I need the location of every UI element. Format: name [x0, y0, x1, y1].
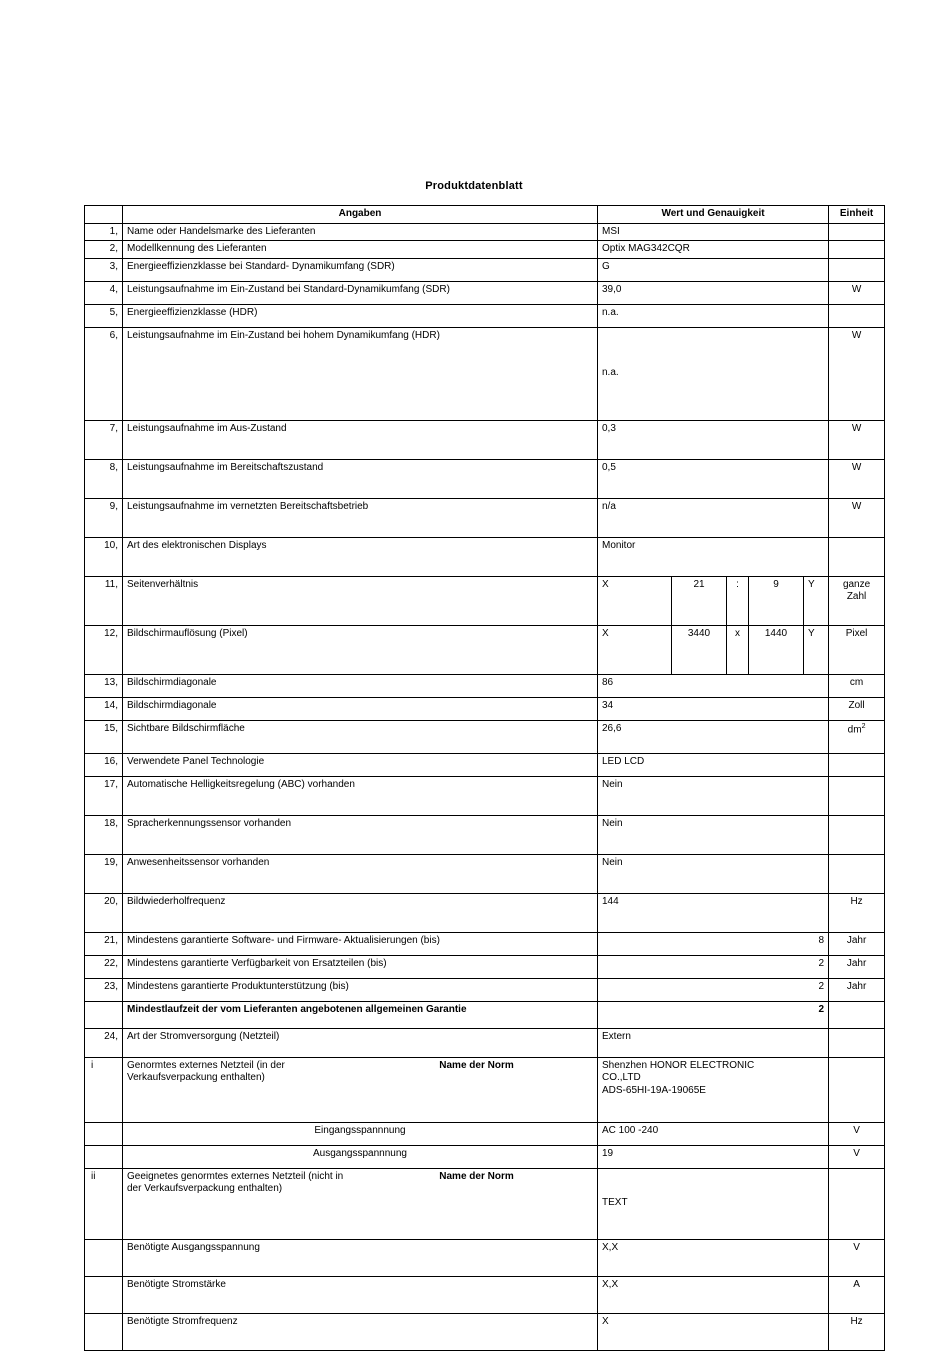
- row-unit: [829, 1057, 885, 1122]
- row-value: 2: [598, 955, 829, 978]
- row-description: Bildschirmauflösung (Pixel): [123, 625, 598, 674]
- row-value: G: [598, 258, 829, 281]
- row-number: 11,: [85, 576, 123, 625]
- row-description: Bildwiederholfrequenz: [123, 893, 598, 932]
- row-description: Art des elektronischen Displays: [123, 537, 598, 576]
- row-unit: Pixel: [829, 625, 885, 674]
- row-value: Nein: [598, 776, 829, 815]
- row-number: 14,: [85, 697, 123, 720]
- row-description: Name oder Handelsmarke des Lieferanten: [123, 223, 598, 241]
- table-row: [85, 753, 885, 776]
- psu-norm-line-2: CO.,LTD: [602, 1072, 641, 1083]
- row-value: 86: [598, 674, 829, 697]
- row-number-empty: [85, 1122, 123, 1145]
- table-row: [85, 932, 885, 955]
- table-row: [85, 327, 885, 420]
- row-unit: [829, 776, 885, 815]
- row-description: Mindestens garantierte Produktunterstützung (bis): [123, 978, 598, 1001]
- required-voltage-label: Benötigte Ausgangsspannung: [123, 1239, 598, 1276]
- table-row-required-voltage: [85, 1239, 885, 1276]
- row-value: 0,5: [598, 459, 829, 498]
- table-row-aspect-ratio: [85, 576, 885, 625]
- row-number: 7,: [85, 420, 123, 459]
- row-description: Modellkennung des Lieferanten: [123, 241, 598, 259]
- row-number: 20,: [85, 893, 123, 932]
- aspect-width-value: 21: [672, 576, 727, 625]
- row-number: i: [85, 1057, 123, 1122]
- row-number: 1,: [85, 223, 123, 241]
- table-row-resolution: [85, 625, 885, 674]
- row-description: Energieeffizienzklasse bei Standard- Dynamikumfang (SDR): [123, 258, 598, 281]
- row-unit: W: [829, 281, 885, 304]
- table-row: [85, 498, 885, 537]
- row-number: [85, 1001, 123, 1028]
- row-unit: [829, 304, 885, 327]
- table-row: [85, 537, 885, 576]
- row-value: MSI: [598, 223, 829, 241]
- aspect-x-label: X: [598, 576, 672, 625]
- resolution-separator: x: [727, 625, 749, 674]
- row-number: 5,: [85, 304, 123, 327]
- row-number-empty: [85, 1313, 123, 1350]
- row-description: Mindestlaufzeit der vom Lieferanten angebotenen allgemeinen Garantie: [123, 1001, 598, 1028]
- row-unit: [829, 576, 885, 625]
- table-row: [85, 1028, 885, 1057]
- row-unit: V: [829, 1122, 885, 1145]
- row-unit: [829, 241, 885, 259]
- table-row: [85, 893, 885, 932]
- row-value: 2: [598, 978, 829, 1001]
- row-number-empty: [85, 1145, 123, 1168]
- row-description: Energieeffizienzklasse (HDR): [123, 304, 598, 327]
- header-cell-number: [85, 206, 123, 224]
- row-number: 3,: [85, 258, 123, 281]
- row-description: Leistungsaufnahme im Ein-Zustand bei hohem Dynamikumfang (HDR): [123, 327, 598, 420]
- row-description: Name der Norm Geeignetes genormtes externes Netzteil (nicht in der Verkaufsverpackung enthalten): [123, 1168, 598, 1239]
- header-cell-description: Angaben: [123, 206, 598, 224]
- table-row: [85, 241, 885, 259]
- row-unit: [829, 258, 885, 281]
- row-value: LED LCD: [598, 753, 829, 776]
- table-row: [85, 854, 885, 893]
- row-description: Spracherkennungssensor vorhanden: [123, 815, 598, 854]
- table-row: [85, 223, 885, 241]
- psu-ext-norm-value: TEXT: [598, 1168, 829, 1239]
- row-description: Verwendete Panel Technologie: [123, 753, 598, 776]
- psu-input-value: AC 100 -240: [598, 1122, 829, 1145]
- row-number: 6,: [85, 327, 123, 420]
- row-number-empty: [85, 1239, 123, 1276]
- aspect-separator: :: [727, 576, 749, 625]
- row-unit: Zoll: [829, 697, 885, 720]
- required-frequency-label: Benötigte Stromfrequenz: [123, 1313, 598, 1350]
- resolution-height-value: 1440: [749, 625, 804, 674]
- required-frequency-value: X: [598, 1313, 829, 1350]
- table-row: [85, 459, 885, 498]
- row-number: 12,: [85, 625, 123, 674]
- row-value: Nein: [598, 854, 829, 893]
- table-row: [85, 674, 885, 697]
- required-voltage-value: X,X: [598, 1239, 829, 1276]
- table-row-psu-not-included: [85, 1168, 885, 1239]
- table-row-psu-included: [85, 1057, 885, 1122]
- row-description: Name der Norm Genormtes externes Netzteil (in der Verkaufsverpackung enthalten): [123, 1057, 598, 1122]
- row-value: n/a: [598, 498, 829, 537]
- row-description: Mindestens garantierte Verfügbarkeit von Ersatzteilen (bis): [123, 955, 598, 978]
- row-unit: [829, 753, 885, 776]
- row-value: 2: [598, 1001, 829, 1028]
- table-row: [85, 955, 885, 978]
- row-description: Art der Stromversorgung (Netzteil): [123, 1028, 598, 1057]
- row-number: 13,: [85, 674, 123, 697]
- row-value: 39,0: [598, 281, 829, 304]
- required-current-value: X,X: [598, 1276, 829, 1313]
- row-unit: A: [829, 1276, 885, 1313]
- psu-ext-norm-label: Name der Norm: [439, 1170, 514, 1182]
- row-description: Automatische Helligkeitsregelung (ABC) vorhanden: [123, 776, 598, 815]
- row-number: 24,: [85, 1028, 123, 1057]
- row-number: ii: [85, 1168, 123, 1239]
- row-unit: W: [829, 459, 885, 498]
- product-datasheet-table: [84, 205, 885, 1351]
- table-row: [85, 776, 885, 815]
- row-unit: [829, 223, 885, 241]
- table-row-required-current: [85, 1276, 885, 1313]
- table-row: [85, 815, 885, 854]
- row-description: Mindestens garantierte Software- und Firmware- Aktualisierungen (bis): [123, 932, 598, 955]
- table-row-psu-input-voltage: [85, 1122, 885, 1145]
- psu-output-value: 19: [598, 1145, 829, 1168]
- aspect-height-value: 9: [749, 576, 804, 625]
- page-title: Produktdatenblatt: [425, 180, 523, 192]
- row-unit: Hz: [829, 893, 885, 932]
- table-row-required-frequency: [85, 1313, 885, 1350]
- row-number: 4,: [85, 281, 123, 304]
- table-row: [85, 258, 885, 281]
- row-number: 10,: [85, 537, 123, 576]
- row-number: 18,: [85, 815, 123, 854]
- table-row-warranty: [85, 1001, 885, 1028]
- row-number: 15,: [85, 720, 123, 753]
- row-description: Leistungsaufnahme im Ein-Zustand bei Standard-Dynamikumfang (SDR): [123, 281, 598, 304]
- row-unit: Hz: [829, 1313, 885, 1350]
- table-row: [85, 697, 885, 720]
- resolution-y-label: Y: [804, 625, 829, 674]
- row-value: Monitor: [598, 537, 829, 576]
- unit-line-2: Zahl: [846, 591, 867, 602]
- row-number: 17,: [85, 776, 123, 815]
- aspect-y-label: Y: [804, 576, 829, 625]
- row-number: 9,: [85, 498, 123, 537]
- row-value: Extern: [598, 1028, 829, 1057]
- row-unit: $dm^2$: [829, 720, 885, 753]
- psu-norm-label: Name der Norm: [439, 1059, 514, 1071]
- row-description: Bildschirmdiagonale: [123, 697, 598, 720]
- table-header-row: [85, 206, 885, 224]
- row-unit: [829, 1028, 885, 1057]
- resolution-x-label: X: [598, 625, 672, 674]
- row-unit: Jahr: [829, 932, 885, 955]
- row-number: 8,: [85, 459, 123, 498]
- table-row: [85, 304, 885, 327]
- row-value: 8: [598, 932, 829, 955]
- row-unit: W: [829, 420, 885, 459]
- table-row: [85, 720, 885, 753]
- table-row-psu-output-voltage: [85, 1145, 885, 1168]
- row-unit: [829, 1168, 885, 1239]
- row-unit: [829, 537, 885, 576]
- psu-norm-value: [598, 1057, 829, 1122]
- row-unit: [829, 1001, 885, 1028]
- unit-line-1: ganze: [842, 578, 871, 590]
- row-unit: V: [829, 1239, 885, 1276]
- table-row: [85, 978, 885, 1001]
- row-unit: [829, 815, 885, 854]
- row-value: n.a.: [598, 304, 829, 327]
- psu-input-label: Eingangsspannnung: [123, 1122, 598, 1145]
- row-value: Optix MAG342CQR: [598, 241, 829, 259]
- row-description: Leistungsaufnahme im Bereitschaftszustand: [123, 459, 598, 498]
- row-description: Anwesenheitssensor vorhanden: [123, 854, 598, 893]
- header-cell-unit: Einheit: [829, 206, 885, 224]
- row-value: Nein: [598, 815, 829, 854]
- row-number: 16,: [85, 753, 123, 776]
- row-number: 22,: [85, 955, 123, 978]
- table-row: [85, 281, 885, 304]
- row-unit: W: [829, 498, 885, 537]
- row-number: 23,: [85, 978, 123, 1001]
- row-description: Bildschirmdiagonale: [123, 674, 598, 697]
- row-number: 2,: [85, 241, 123, 259]
- row-value: 26,6: [598, 720, 829, 753]
- row-unit: Jahr: [829, 955, 885, 978]
- header-cell-value: Wert und Genauigkeit: [598, 206, 829, 224]
- row-unit: [829, 854, 885, 893]
- row-description: Leistungsaufnahme im Aus-Zustand: [123, 420, 598, 459]
- row-description: Leistungsaufnahme im vernetzten Bereitschaftsbetrieb: [123, 498, 598, 537]
- row-unit: V: [829, 1145, 885, 1168]
- row-value: 0,3: [598, 420, 829, 459]
- row-number: 21,: [85, 932, 123, 955]
- row-value: 144: [598, 893, 829, 932]
- required-current-label: Benötigte Stromstärke: [123, 1276, 598, 1313]
- row-value: 34: [598, 697, 829, 720]
- row-number: 19,: [85, 854, 123, 893]
- row-unit: Jahr: [829, 978, 885, 1001]
- row-value: n.a.: [598, 327, 829, 420]
- psu-norm-line-1: Shenzhen HONOR ELECTRONIC: [602, 1059, 755, 1071]
- table-row: [85, 420, 885, 459]
- resolution-width-value: 3440: [672, 625, 727, 674]
- row-description: Sichtbare Bildschirmfläche: [123, 720, 598, 753]
- row-number-empty: [85, 1276, 123, 1313]
- row-description: Seitenverhältnis: [123, 576, 598, 625]
- psu-norm-line-3: ADS-65HI-19A-19065E: [602, 1084, 706, 1096]
- psu-output-label: Ausgangsspannnung: [123, 1145, 598, 1168]
- row-unit: cm: [829, 674, 885, 697]
- row-unit: W: [829, 327, 885, 420]
